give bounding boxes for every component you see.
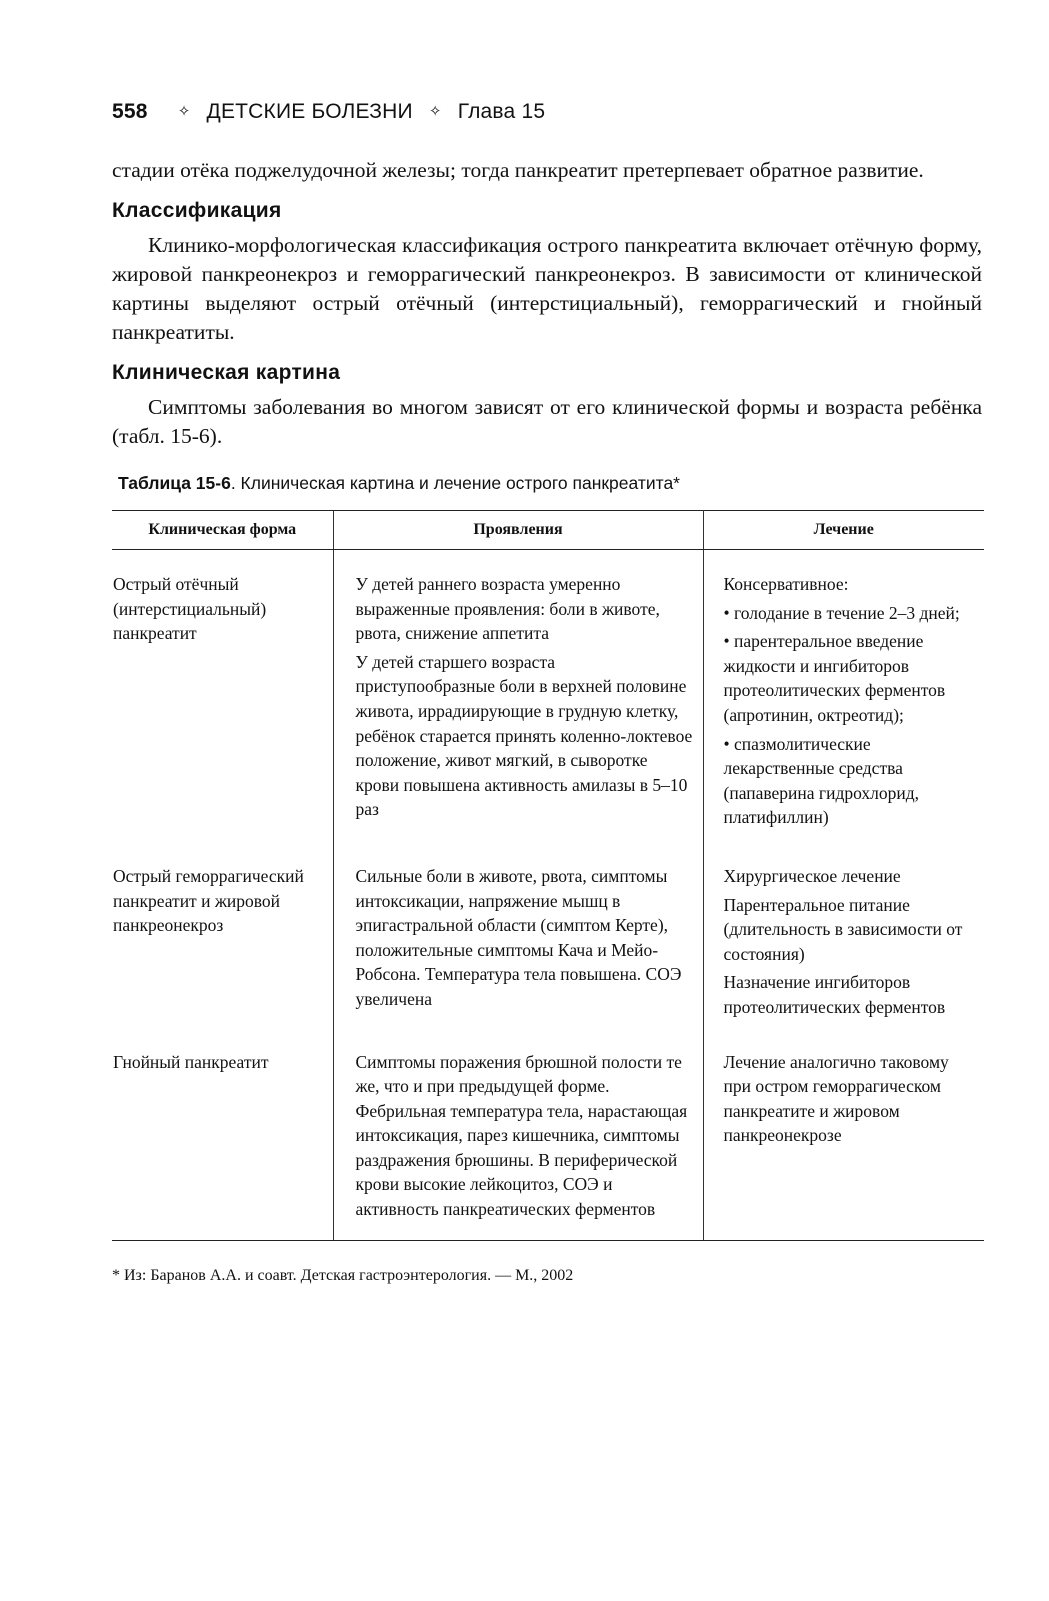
header-manifestations: Проявления [333,511,703,550]
cell-treatment [703,550,984,860]
section-heading-classification: Классификация [112,199,282,222]
clinical-table [112,510,984,1241]
section-heading-clinical: Клиническая картина [112,361,341,384]
diamond-icon: ✧ [428,103,442,120]
cell-form: Гнойный панкреатит [112,1046,333,1241]
cell-treatment [703,1046,984,1241]
cell-manifestations [333,550,703,860]
treatment-text: Хирургическое лечение [723,865,901,886]
table-caption-label: Таблица 15-6 [118,473,231,493]
book-title: ДЕТСКИЕ БОЛЕЗНИ [206,100,413,123]
chapter-label: Глава 15 [457,100,546,123]
cell-form: Острый отёчный (интерстициальный) панкреатит [113,574,267,644]
page-number: 558 [112,100,148,123]
cell-treatment [703,860,984,1046]
table-caption [118,473,982,494]
table-row [112,860,984,1046]
running-header [112,100,982,134]
treatment-text: Парентеральное питание (длительность в зависимости от состояния) [723,894,963,964]
table-caption-text: . Клиническая картина и лечение острого панкреатита* [230,473,680,493]
treatment-text: Назначение ингибиторов протеолитических ферментов [723,972,946,1017]
treatment-title: Консервативное: [723,574,849,594]
treatment-bullet: • спазмолитические лекарственные средства (папаверина гидрохлорид, платифиллин) [724,732,981,830]
table-row [112,1046,984,1241]
intro-paragraph: стадии отёка поджелудочной железы; тогда панкреатит претерпевает обратное развитие. [112,158,924,182]
table-row [112,550,984,860]
manifestation-text: Симптомы поражения брюшной полости те же, что и при предыдущей форме. Фебрильная температура тела, нарастающая интоксикация, парез кишечника, симптомы раздражения брюшины. В периферической крови высокие лейкоцитоз, СОЭ и активность панкреатических ферментов [355,1051,688,1220]
cell-manifestations [333,860,703,1046]
manifestation-text: Сильные боли в животе, рвота, симптомы интоксикации, напряжение мышц в эпигастральной области (симптом Керте), положительные симптомы Кача и Мейо-Робсона. Температура тела повышена. СОЭ увеличена [355,865,682,1009]
table-footnote: * Из: Баранов А.А. и соавт. Детская гастроэнтерология. — М., 2002 [112,1266,574,1284]
manifestation-text: У детей старшего возраста приступообразные боли в верхней половине живота, иррадиирующие в грудную клетку, ребёнок старается принять коленно-локтевое положение, живот мягкий, в сыворотке крови повышена активность амилазы в 5–10 раз [355,651,693,820]
header-form: Клиническая форма [112,511,333,550]
cell-form: Острый геморрагический панкреатит и жировой панкреонекроз [113,865,304,936]
cell-manifestations [333,1046,703,1241]
clinical-paragraph: Симптомы заболевания во многом зависят от его клинической формы и возраста ребёнка (табл. 15-6). [112,395,982,448]
table-header-row [112,511,984,550]
page [112,100,982,1285]
treatment-text: Лечение аналогично таковому при остром геморрагическом панкреатите и жировом панкреонекрозе [723,1051,949,1146]
header-treatment: Лечение [703,511,984,550]
treatment-bullet: • парентеральное введение жидкости и ингибиторов протеолитических ферментов (апротинин, октреотид); [724,629,981,727]
treatment-bullet: • голодание в течение 2–3 дней; [724,601,981,626]
manifestation-text: У детей раннего возраста умеренно выраженные проявления: боли в животе, рвота, снижение аппетита [355,574,660,644]
classification-paragraph: Клинико-морфологическая классификация острого панкреатита включает отёчную форму, жировой панкреонекроз и геморрагический панкреонекроз. В зависимости от клинической картины выделяют острый отёчный (интерстициальный), геморрагический и гнойный панкреатиты. [112,233,982,344]
diamond-icon: ✧ [177,103,191,120]
